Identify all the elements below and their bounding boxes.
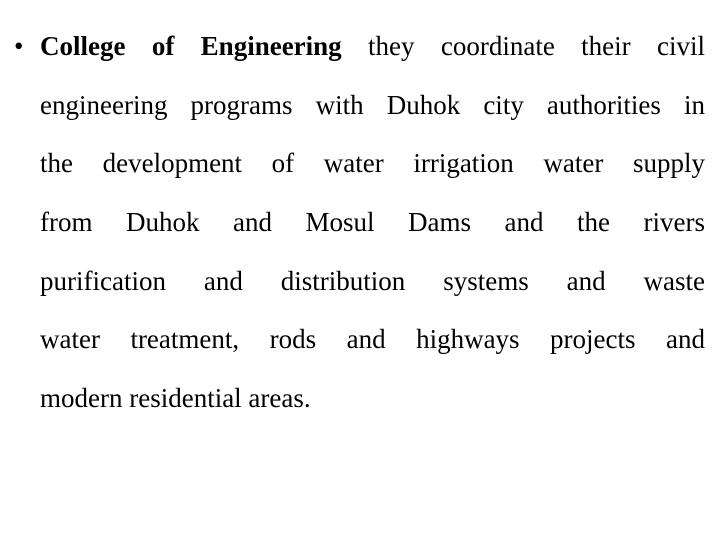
text-line-1-rest: they coordinate their civil: [341, 31, 705, 61]
text-line-2: engineering programs with Duhok city authorities in: [40, 89, 705, 120]
text-line-5: purification and distribution systems and waste: [40, 265, 705, 296]
college-of-engineering-term: College of Engineering: [40, 31, 342, 61]
text-line-4: from Duhok and Mosul Dams and the rivers: [40, 207, 705, 238]
bullet-icon: •: [14, 31, 24, 61]
bullet-paragraph: [40, 26, 705, 437]
text-line-7: modern residential areas.: [40, 383, 311, 414]
text-line-6: water treatment, rods and highways projects and: [40, 324, 705, 355]
text-line-1: [40, 26, 705, 85]
text-line-3: the development of water irrigation water supply: [40, 148, 705, 179]
